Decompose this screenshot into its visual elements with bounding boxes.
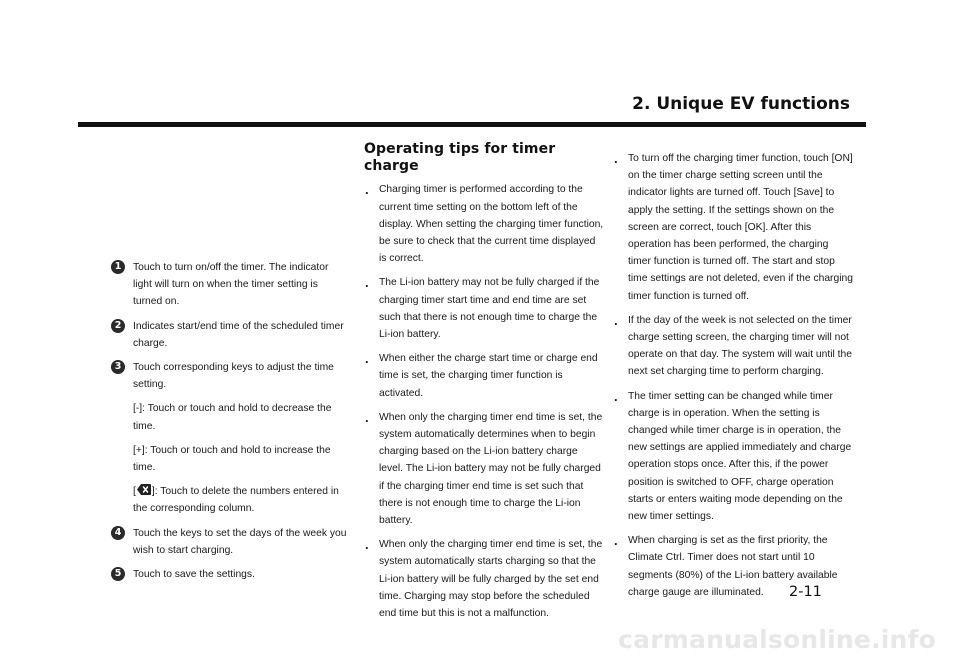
callout-item [110, 525, 348, 559]
bullet-marker: . [614, 388, 618, 404]
tip-item [364, 181, 604, 267]
tip-text: If the day of the week is not selected on the timer charge setting screen, the charging timer will not operate on that day. The system will wait until the next set charging time to perform charging. [628, 314, 852, 378]
delete-key-description [110, 483, 348, 517]
tip-text: The Li-ion battery may not be fully charged if the charging timer start time and end time are set such that there is not enough time to charge the Li-ion battery. [379, 277, 600, 341]
callout-number-badge: 1 [111, 260, 125, 274]
decrease-key-description: [-]: Touch or touch and hold to decrease the time. [133, 403, 332, 432]
delete-backspace-icon [137, 484, 151, 495]
tip-item [613, 388, 853, 526]
tip-text: Charging timer is performed according to the current time setting on the bottom left of the display. When setting the charging timer function, be sure to check that the current time displayed is correct. [379, 184, 604, 265]
header-divider [78, 122, 866, 127]
tip-item [364, 409, 604, 529]
callout-item [110, 259, 348, 311]
tip-text: When charging is set as the first priority, the Climate Ctrl. Timer does not start until 10 segments (80%) of the Li-ion battery available charge gauge are illuminated. [628, 535, 838, 598]
tips-list [613, 150, 853, 601]
tips-list [364, 181, 604, 622]
tip-item [364, 536, 604, 622]
tip-text: When only the charging timer end time is set, the system automatically starts charging so that the Li-ion battery will be fully charged by the set end time. Charging may stop before the scheduled end time but this is not a malfunction. [379, 539, 603, 620]
callout-number-badge: 5 [111, 567, 125, 581]
tip-text: To turn off the charging timer function, touch [ON] on the timer charge setting screen until the indicator lights are turned off. Touch [Save] to apply the setting. If the settings shown on the screen are correct, touch [OK]. After this operation has been performed, the charging timer function is turned off. The start and stop time settings are not deleted, even if the charging timer function is turned off. [628, 153, 853, 302]
section-title: 2. Unique EV functions [632, 94, 850, 114]
bullet-marker: . [365, 182, 369, 198]
bullet-marker: . [614, 533, 618, 549]
delete-key-text: ]: Touch to delete the numbers entered in the corresponding column. [133, 486, 339, 515]
callout-number-badge: 3 [111, 360, 125, 374]
tip-text: When either the charge start time or charge end time is set, the charging timer function is activated. [379, 353, 598, 399]
tips-column-left [364, 141, 604, 629]
bullet-marker: . [365, 351, 369, 367]
site-watermark: carmanualsonline.info [618, 625, 936, 654]
callout-number-badge: 2 [111, 319, 125, 333]
bullet-marker: . [365, 409, 369, 425]
callout-item [110, 566, 348, 583]
tip-text: The timer setting can be changed while timer charge is in operation. When the setting is changed while timer charge is in operation, the new settings are applied immediately and charge operation stops once. After this, if the power position is switched to OFF, charge operation starts or enters waiting mode depending on the new timer settings. [628, 390, 852, 523]
tip-item [613, 312, 853, 381]
bullet-marker: . [365, 275, 369, 291]
tip-item [613, 150, 853, 305]
callout-item [110, 359, 348, 393]
tip-item [364, 350, 604, 402]
callout-text: Touch to turn on/off the timer. The indicator light will turn on when the timer setting is turned on. [133, 262, 329, 308]
page-number: 2-11 [789, 584, 822, 600]
tips-column-right [613, 150, 853, 608]
callout-text: Indicates start/end time of the scheduled timer charge. [133, 320, 344, 349]
callout-text: Touch to save the settings. [133, 569, 255, 581]
bullet-marker: . [614, 312, 618, 328]
callout-text: Touch the keys to set the days of the week you wish to start charging. [133, 527, 347, 556]
tips-heading: Operating tips for timer charge [364, 141, 556, 175]
bullet-marker: . [614, 151, 618, 166]
callout-text: Touch corresponding keys to adjust the time setting. [133, 362, 334, 391]
tip-item [364, 274, 604, 343]
increase-key-description: [+]: Touch or touch and hold to increase the time. [133, 444, 331, 474]
tip-text: When only the charging timer end time is set, the system automatically determines when to begin charging based on the Li-ion battery charge level. The Li-ion battery may not be fully charged if the charging timer end time is set such that there is not enough time to charge the Li-ion battery. [379, 411, 603, 527]
callout-list [110, 259, 348, 583]
callout-number-badge: 4 [111, 526, 125, 540]
delete-key-bracket: [ [133, 486, 136, 498]
callout-item [110, 318, 348, 352]
bullet-marker: . [365, 537, 369, 553]
